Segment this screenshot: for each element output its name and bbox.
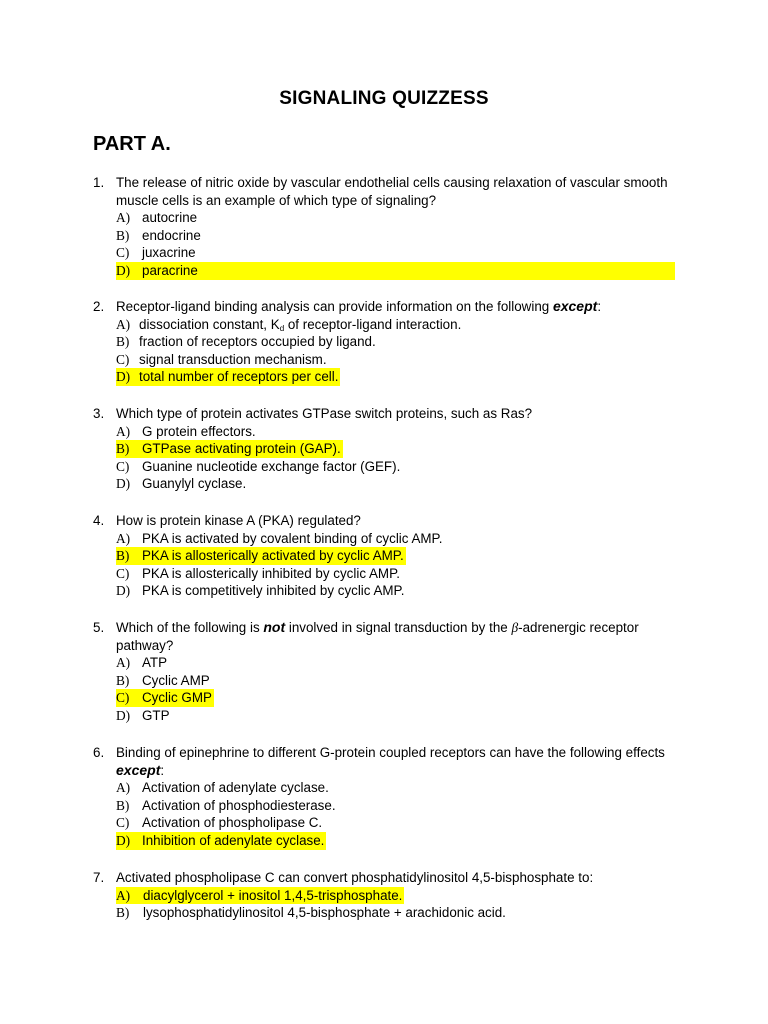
option-c: C) signal transduction mechanism. <box>116 351 327 367</box>
option-a: A) autocrine <box>116 210 198 226</box>
option-d-answer: D) paracrine <box>116 262 675 280</box>
option-d-answer: D) total number of receptors per cell. <box>116 369 339 385</box>
option-a: A) PKA is activated by covalent binding of cyclic AMP. <box>116 530 443 546</box>
question-number: 7. <box>93 870 105 885</box>
question-number: 6. <box>93 745 105 760</box>
option-a: A) ATP <box>116 655 168 671</box>
question-3 <box>93 405 693 493</box>
question-text: Activated phospholipase C can convert phosphatidylinositol 4,5-bisphosphate to: <box>116 870 594 885</box>
question-5 <box>93 619 693 725</box>
page-title: SIGNALING QUIZZESS <box>279 88 489 109</box>
question-number: 2. <box>93 299 105 314</box>
question-number: 1. <box>93 175 105 190</box>
option-b-answer: B) GTPase activating protein (GAP). <box>116 441 341 457</box>
option-b: B) endocrine <box>116 227 201 243</box>
option-b: B) Activation of phosphodiesterase. <box>116 797 336 813</box>
option-c-answer: C) Cyclic GMP <box>116 690 212 706</box>
option-d: D) GTP <box>116 707 170 723</box>
question-text: The release of nitric oxide by vascular endothelial cells causing relaxation of vascular smooth muscle cells is an example of which type of signaling? <box>116 175 668 208</box>
question-2 <box>93 298 693 386</box>
question-7 <box>93 869 693 922</box>
question-number: 3. <box>93 406 105 421</box>
option-a: A) dissociation constant, $K_d$ of receptor-ligand interaction. <box>116 316 462 333</box>
question-1 <box>93 174 693 280</box>
option-a: A) G protein effectors. <box>116 423 256 439</box>
question-6 <box>93 744 693 850</box>
section-heading: PART A. <box>93 133 171 155</box>
option-a: A) Activation of adenylate cyclase. <box>116 780 329 796</box>
question-text: How is protein kinase A (PKA) regulated? <box>116 513 361 528</box>
option-d: D) PKA is competitively inhibited by cyclic AMP. <box>116 583 405 599</box>
question-number: 4. <box>93 513 105 528</box>
option-c: C) PKA is allosterically inhibited by cyclic AMP. <box>116 565 401 581</box>
option-b: B) Cyclic AMP <box>116 672 210 688</box>
option-b-answer: B) PKA is allosterically activated by cyclic AMP. <box>116 548 404 564</box>
option-d-answer: D) Inhibition of adenylate cyclase. <box>116 832 325 848</box>
question-text: Which type of protein activates GTPase switch proteins, such as Ras? <box>116 406 533 421</box>
question-number: 5. <box>93 620 105 635</box>
option-b: B) fraction of receptors occupied by ligand. <box>116 334 376 350</box>
option-c: C) juxacrine <box>116 245 196 261</box>
question-text: Binding of epinephrine to different G-protein coupled receptors can have the following effects except: <box>116 745 665 778</box>
question-text: Receptor-ligand binding analysis can provide information on the following except: <box>116 298 602 314</box>
option-c: C) Activation of phospholipase C. <box>116 815 323 831</box>
option-d: D) Guanylyl cyclase. <box>116 476 247 492</box>
question-4 <box>93 512 693 600</box>
option-c: C) Guanine nucleotide exchange factor (GEF). <box>116 458 401 474</box>
option-a-answer: A) diacylglycerol + inositol 1,4,5-trisphosphate. <box>116 887 403 903</box>
option-b: B) lysophosphatidylinositol 4,5-bisphosphate + arachidonic acid. <box>116 905 506 921</box>
question-text: Which of the following is not involved in signal transduction by the β-adrenergic receptor pathway? <box>116 619 639 653</box>
